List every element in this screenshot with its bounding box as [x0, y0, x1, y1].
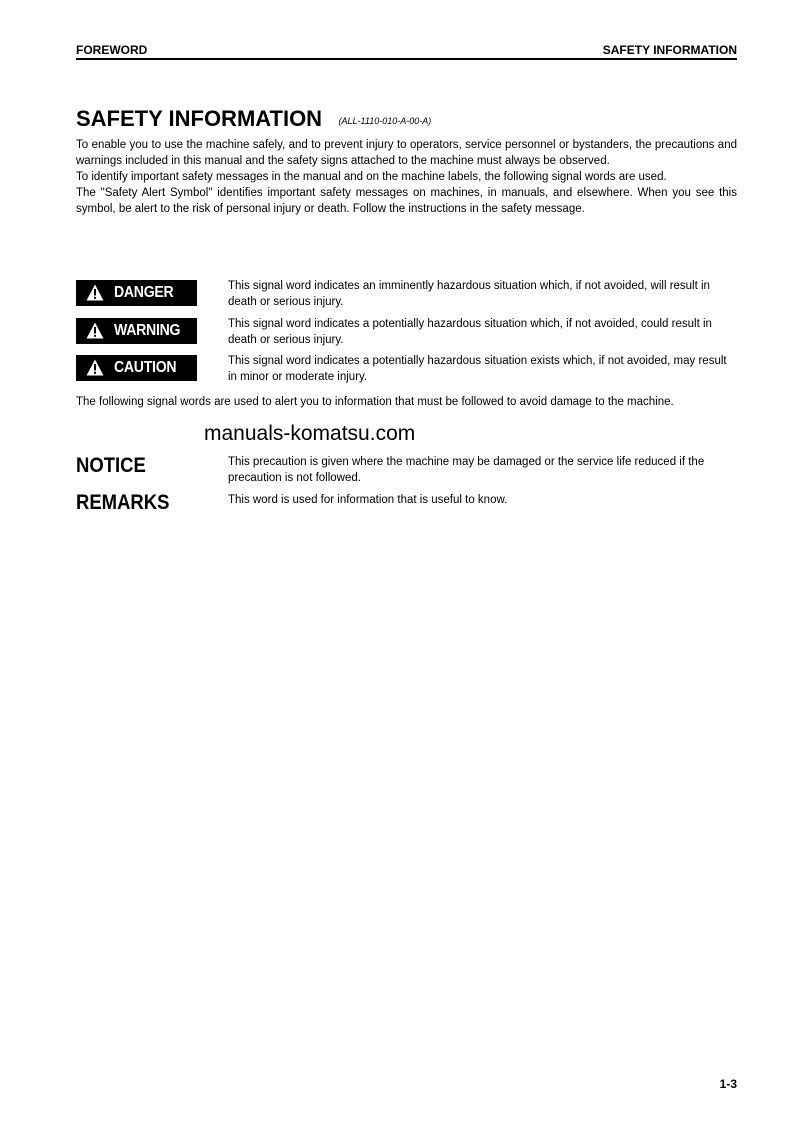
notice-label: NOTICE [76, 454, 146, 477]
section-code: (ALL-1110-010-A-00-A) [338, 116, 432, 126]
section-title: SAFETY INFORMATION [76, 106, 323, 131]
watermark-text: manuals-komatsu.com [204, 422, 416, 445]
page-header [76, 44, 737, 60]
intro-paragraph: To identify important safety messages in the manual and on the machine labels, the following signal words are used. [76, 171, 667, 183]
danger-label: DANGER [114, 284, 174, 301]
warning-description: This signal word indicates a potentially hazardous situation which, if not avoided, could result in death or serious injury. [228, 318, 712, 346]
intro-paragraph: To enable you to use the machine safely, and to prevent injury to operators, service personnel or bystanders, the precautions and warnings included in this manual and the safety signs attached to the machine must always be observed. [76, 139, 737, 167]
remarks-label: REMARKS [76, 491, 170, 514]
warning-label: WARNING [114, 322, 181, 339]
header-chapter-label: SAFETY INFORMATION [602, 43, 737, 57]
damage-intro: The following signal words are used to alert you to information that must be followed to avoid damage to the machine. [76, 396, 674, 408]
warning-triangle-icon [86, 322, 104, 339]
warning-triangle-icon [86, 284, 104, 301]
intro-paragraph: The "Safety Alert Symbol" identifies important safety messages on machines, in manuals, and elsewhere. When you see this symbol, be alert to the risk of personal injury or death. Follow the instructions in the safety message. [76, 187, 737, 215]
remarks-description: This word is used for information that is useful to know. [228, 494, 508, 506]
caution-badge [76, 355, 197, 381]
header-section-label: FOREWORD [76, 43, 148, 57]
caution-label: CAUTION [114, 359, 177, 376]
page-number: 1-3 [719, 1077, 737, 1091]
caution-description: This signal word indicates a potentially hazardous situation exists which, if not avoided, may result in minor or moderate injury. [228, 355, 727, 383]
intro-text [76, 137, 737, 217]
warning-badge [76, 318, 197, 344]
notice-description: This precaution is given where the machine may be damaged or the service life reduced if the precaution is not followed. [228, 456, 705, 484]
warning-triangle-icon [86, 359, 104, 376]
danger-badge [76, 280, 197, 306]
danger-description: This signal word indicates an imminently hazardous situation which, if not avoided, will result in death or serious injury. [228, 280, 710, 308]
section-heading [76, 104, 431, 134]
